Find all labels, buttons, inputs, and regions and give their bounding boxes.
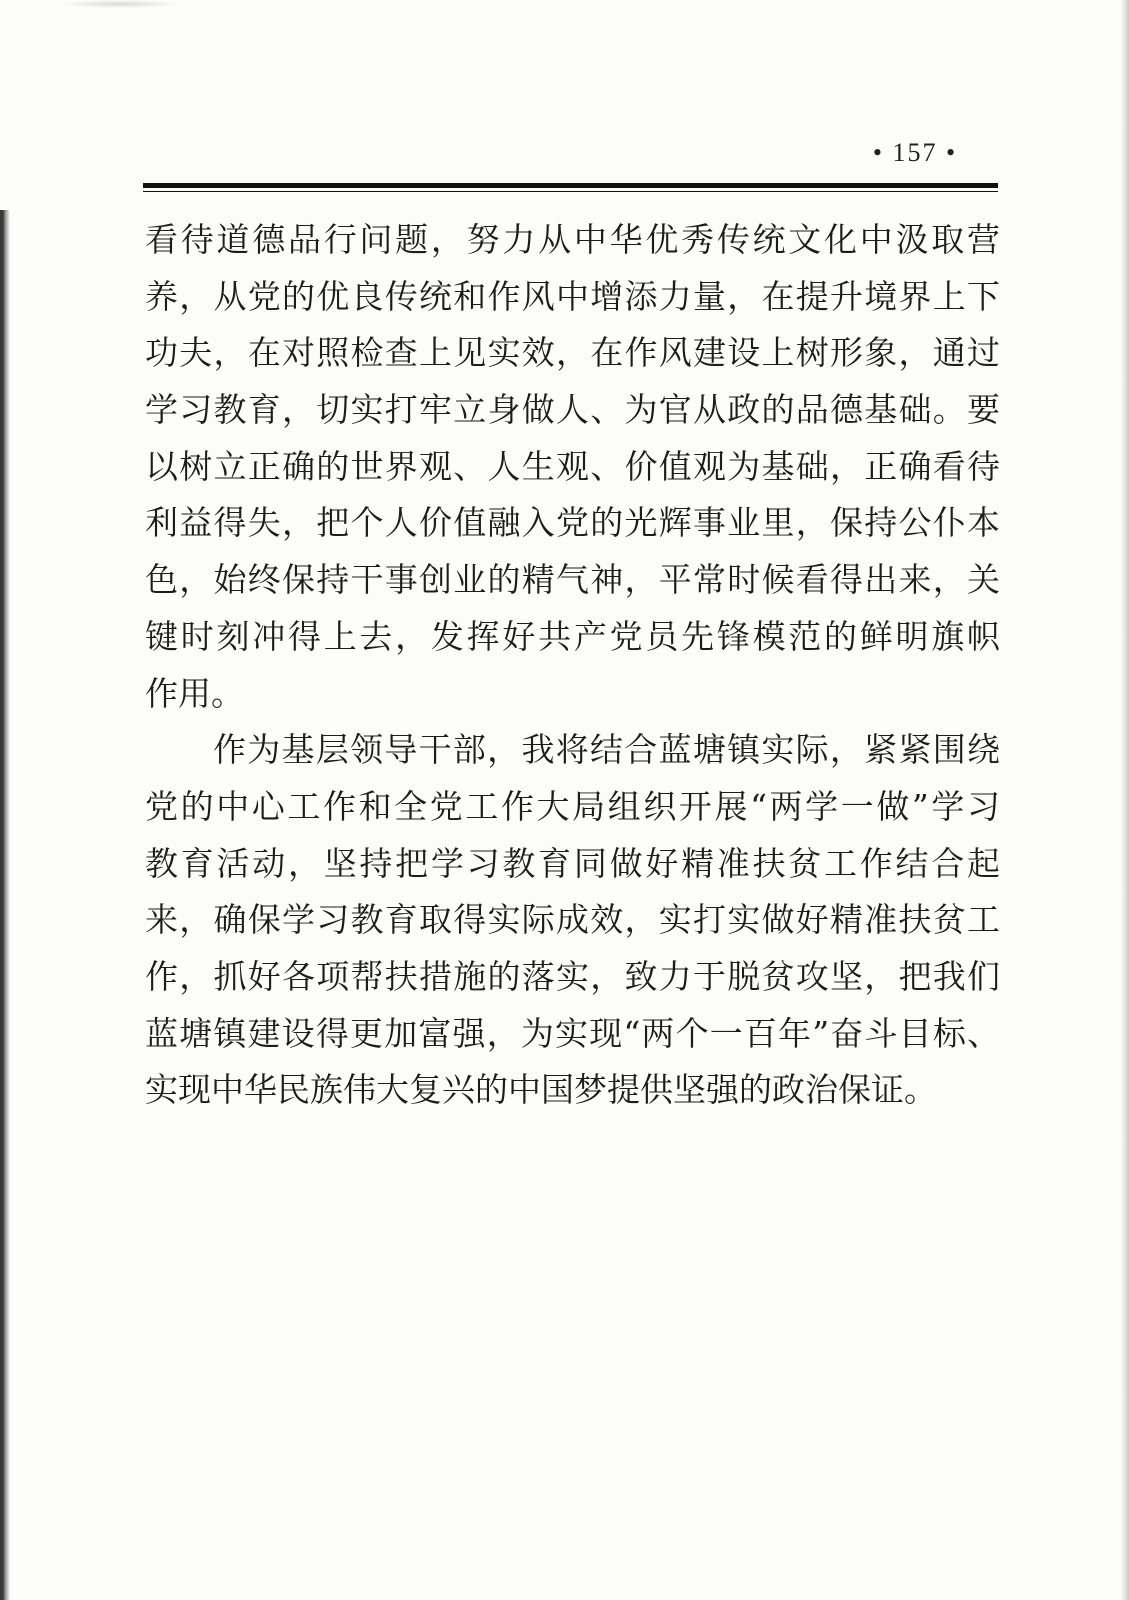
header-rule <box>143 183 998 192</box>
text-line: 色，始终保持干事创业的精气神，平常时候看得出来，关 <box>145 560 1000 600</box>
text-line: 作，抓好各项帮扶措施的落实，致力于脱贫攻坚，把我们 <box>145 956 1000 996</box>
text-line: 功夫，在对照检查上见实效，在作风建设上树形象，通过 <box>145 333 1000 373</box>
text-line: 利益得失，把个人价值融入党的光辉事业里，保持公仆本 <box>145 503 1000 543</box>
text-line: 教育活动，坚持把学习教育同做好精准扶贫工作结合起 <box>145 843 1000 883</box>
text-line: 党的中心工作和全党工作大局组织开展“两学一做”学习 <box>145 786 1000 826</box>
text-line: 来，确保学习教育取得实际成效，实打实做好精准扶贫工 <box>145 900 1000 940</box>
paragraph-1 <box>145 212 1000 722</box>
text-line: 作用。 <box>145 673 244 713</box>
paragraph-2 <box>145 722 1000 1119</box>
body-text <box>145 212 1000 1119</box>
text-line: 养，从党的优良传统和作风中增添力量，在提升境界上下 <box>145 276 1000 316</box>
text-line: 看待道德品行问题，努力从中华优秀传统文化中汲取营 <box>145 220 1000 259</box>
scan-edge-shadow-right <box>1121 0 1129 1600</box>
text-line: 实现中华民族伟大复兴的中国梦提供坚强的政治保证。 <box>145 1070 937 1110</box>
scan-smudge <box>60 0 180 8</box>
text-line: 以树立正确的世界观、人生观、价值观为基础，正确看待 <box>145 446 1000 486</box>
text-line: 蓝塘镇建设得更加富强，为实现“两个一百年”奋斗目标、 <box>145 1013 1000 1053</box>
scan-edge-shadow <box>0 210 10 1600</box>
text-line: 学习教育，切实打牢立身做人、为官从政的品德基础。要 <box>145 390 1000 430</box>
text-line: 键时刻冲得上去，发挥好共产党员先锋模范的鲜明旗帜 <box>145 616 1000 656</box>
page-number: • 157 • <box>872 138 958 167</box>
text-line: 作为基层领导干部，我将结合蓝塘镇实际，紧紧围绕 <box>213 730 1000 770</box>
